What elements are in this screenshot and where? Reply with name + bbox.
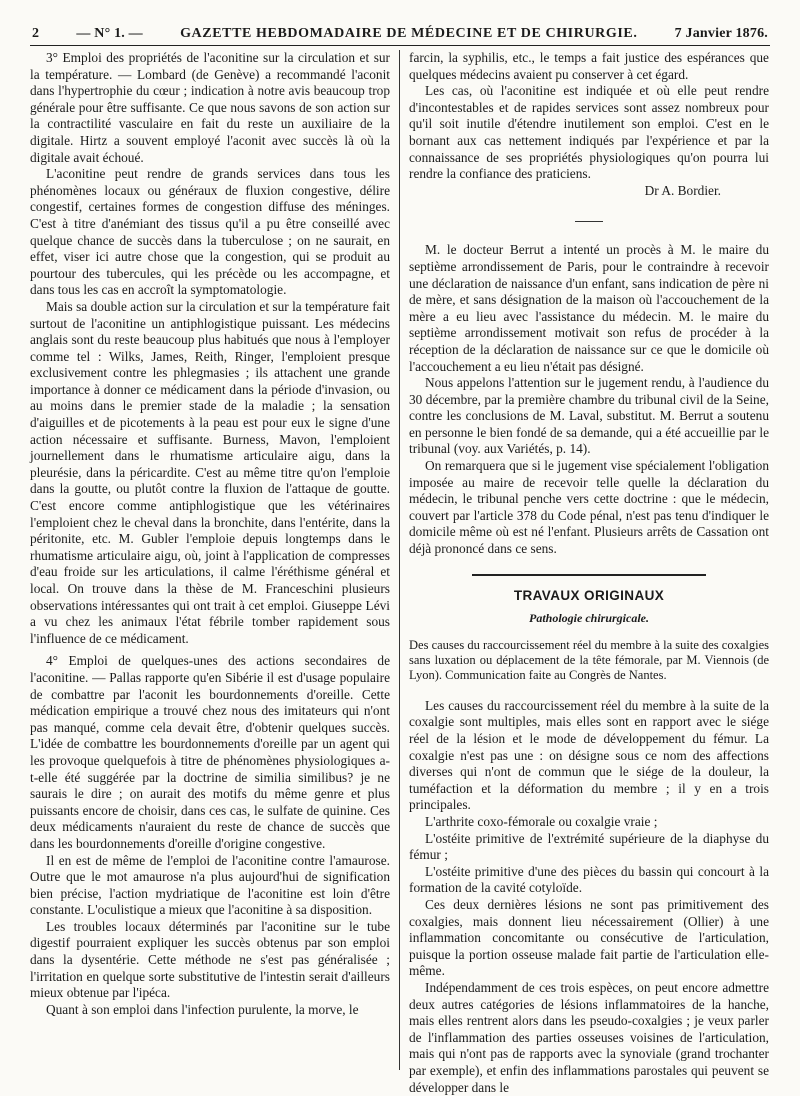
paragraph: Les causes du raccourcissement réel du membre à la suite de la coxalgie sont multiples, mais elles sont en rapport avec le siége réel de la lésion et le mode de développement du fémur. La coxalgie n'est pas une : on désigne sous ce nom des affections diverses qui n'ont de commun que le siége de la douleur, la tuméfaction et la déformation du membre ; il y en a trois principales. — [409, 697, 769, 813]
paragraph: Indépendamment de ces trois espèces, on peut encore admettre deux autres catégories de lésions inflammatoires de la hanche, mais elles rentrent alors dans les pseudo-coxalgies ; je veux parler de l'inflammation des parties osseuses voisines de l'articulation, mais qui n'ont pas de rapports avec la synoviale (grand trochanter par exemple), et enfin des inflammations parostales qui peuvent se développer dans le — [409, 979, 769, 1095]
issue-date: 7 Janvier 1876. — [674, 26, 768, 41]
paragraph: Les troubles locaux déterminés par l'aconitine sur le tube digestif pourraient expliquer les succès obtenus par son emploi dans la dysentérie. Cette méthode ne s'est pas généralisée ; l'irritation en quelque sorte substitutive de l'intestin serait d'ailleurs mieux obtenue par l'ipéca. — [30, 918, 390, 1001]
section-subtitle: Pathologie chirurgicale. — [529, 610, 649, 625]
paragraph: Les cas, où l'aconitine est indiquée et où elle peut rendre d'incontestables et de rapides services sont assez nombreux pour qu'il soit inutile d'étendre inutilement son emploi. C'est en le bornant aux cas nettement indiqués par l'expérience et par la connaissance de ses propriétés physiologiques qu'on pourra lui rendre la confiance des praticiens. — [409, 83, 769, 182]
paragraph: L'ostéite primitive de l'extrémité supérieure de la diaphyse du fémur ; — [409, 830, 769, 863]
section-separator — [472, 574, 706, 576]
page-number: 2 — [32, 26, 40, 41]
issue-number: — N° 1. — — [76, 26, 143, 41]
paragraph: Nous appelons l'attention sur le jugement rendu, à l'audience du 30 décembre, par la première chambre du tribunal civil de la Seine, contre les conclusions de M. Laval, substitut. M. Berrut a soutenu en personne le bien fondé de sa demande, qui a été accueillie par le tribunal (voy. aux Variétés, p. 14). — [409, 375, 769, 457]
paragraph: 3° Emploi des propriétés de l'aconitine sur la circulation et sur la température. — Lombard (de Genève) a recommandé l'aconit dans l'hypertrophie du cœur ; indication à notre avis beaucoup trop générale pour être suffisante. Ce que nous savons de son action sur la contractilité vasculaire en fait du reste un auxiliaire de la digitale. Hirtz a souvent employé l'aconit avec succès là où la digitale avait échoué. — [30, 50, 390, 165]
left-column — [30, 50, 390, 1070]
author-signature: Dr A. Bordier. — [644, 182, 721, 198]
journal-title: GAZETTE HEBDOMADAIRE DE MÉDECINE ET DE CHIRURGIE. — [180, 26, 638, 41]
paragraph: farcin, la syphilis, etc., le temps a fait justice des espérances que quelques médecins avaient pu conserver à cet égard. — [409, 50, 769, 82]
paragraph: 4° Emploi de quelques-unes des actions secondaires de l'aconitine. — Pallas rapporte qu'en Sibérie il est d'usage populaire de combattre par l'aconit les bourdonnements d'oreille. Cette médication empirique a trouvé chez nous des imitateurs qui n'ont pas manqué, comme cela devait être, d'obtenir quelques succès. L'idée de combattre les bourdonnements d'oreille par un agent qui les provoque quelquefois à titre de phénomènes physiologiques a-t-elle été suggérée par la doctrine de similia similibus? je ne saurais le dire ; on aurait des motifs du même genre et plus puissants encore de choisir, dans ces cas, le sulfate de quinine. Ces deux médicaments n'auraient du reste de chance de succès que dans les bourdonnements d'oreille d'origine congestive. — [30, 653, 390, 851]
text-columns — [30, 50, 770, 1095]
paragraph: L'arthrite coxo-fémorale ou coxalgie vraie ; — [425, 814, 658, 829]
short-separator — [575, 221, 603, 222]
paragraph: Ces deux dernières lésions ne sont pas primitivement des coxalgies, mais donnent lieu nécessairement (Ollier) à une inflammation concomitante ou consécutive de l'articulation, puisque la portion osseuse malade fait partie de l'articulation elle-même. — [409, 896, 769, 979]
running-header — [30, 26, 770, 46]
paragraph: M. le docteur Berrut a intenté un procès à M. le maire du septième arrondissement de Paris, pour le contraindre à recevoir une déclaration de naissance d'un enfant, sans indication de père ni de mère, et sans désignation de la maison où l'accouchement de la mère a eu lieu avec l'assistance du médecin. M. le maire du septième arrondissement motivait son refus de procéder à la réception de la déclaration de naissance sur ce que le domicile où l'accouchement a eu lieu n'était pas désigné. — [409, 242, 769, 374]
right-column — [409, 50, 769, 1095]
section-title: TRAVAUX ORIGINAUX — [513, 587, 665, 603]
column-divider — [399, 50, 400, 1070]
paragraph: L'ostéite primitive d'une des pièces du bassin qui concourt à la formation de la cavité cotyloïde. — [409, 863, 769, 896]
article-heading: Des causes du raccourcissement réel du membre à la suite des coxalgies sans luxation ou déplacement de la tête fémorale, par M. Viennois (de Lyon). Communication faite au Congrès de Nantes. — [409, 637, 769, 683]
paragraph: On remarquera que si le jugement vise spécialement l'obligation imposée au maire de recevoir telle quelle la déclaration du médecin, le tribunal penche vers cette doctrine : que le médecin, couvert par l'article 378 du Code pénal, n'est pas tenu d'indiquer le domicile même où est né l'enfant. Plusieurs arrêts de Cassation ont déjà prononcé dans ce sens. — [409, 458, 769, 557]
paragraph: Mais sa double action sur la circulation et sur la température fait surtout de l'aconitine un antiphlogistique puissant. Les médecins anglais sont du reste beaucoup plus habitués que nous à l'employer comme tel : Wilks, James, Reith, Ringer, l'emploient presque exclusivement contre les phlegmasies ; ils attachent une grande importance à donner ce médicament dans la période d'invasion, ou au moins dans le premier stade de la maladie ; la sensation d'aiguilles et de picotements à la peau est pour eux le signe d'une action nécessaire et suffisante. Burness, Mavon, l'emploient journellement dans le rhumatisme articulaire aigu, dans la pleurésie, dans la péricardite. C'est au même titre qu'on l'emploie dans la goutte, ou plutôt contre la fluxion de l'attaque de goutte. C'est encore comme antiphlogistique que les vétérinaires l'emploient chez le cheval dans la bronchite, dans l'entérite, dans la péritonite, etc. M. Gubler l'emploie depuis longtemps dans le rhumatisme articulaire aigu, où, joint à l'application de compresses d'eau froide sur les articulations, il calme l'éréthisme général et local. On trouve dans la thèse de M. Franceschini plusieurs observations intéressantes qui ont trait à cet emploi. Giuseppe Lévi a vu chez les animaux l'état fébrile tomber rapidement sous l'influence de ce médicament. — [30, 298, 390, 646]
paragraph: Quant à son emploi dans l'infection purulente, la morve, le — [46, 1001, 359, 1017]
paragraph: L'aconitine peut rendre de grands services dans tous les phénomènes locaux ou généraux de fluxion congestive, délire congestif, certaines formes de congestion diffuse des méninges. C'est à titre d'anémiant des tissus qu'il a pu être conseillé avec quelque chance de succès dans la tuberculose ; on ne saurait, en effet, viser ici autre chose que la congestion, qui se produit au pourtour des tubercules, qui les précède ou les accompagne, et dans tous les cas en accroît la symptomatologie. — [30, 166, 390, 298]
paragraph: Il en est de même de l'emploi de l'aconitine contre l'amaurose. Outre que le mot amaurose n'a plus aujourd'hui de signification bien précise, l'action mydriatique de l'aconitine est loin d'être constante. L'oculistique a mieux que l'aconitine à sa disposition. — [30, 852, 390, 918]
